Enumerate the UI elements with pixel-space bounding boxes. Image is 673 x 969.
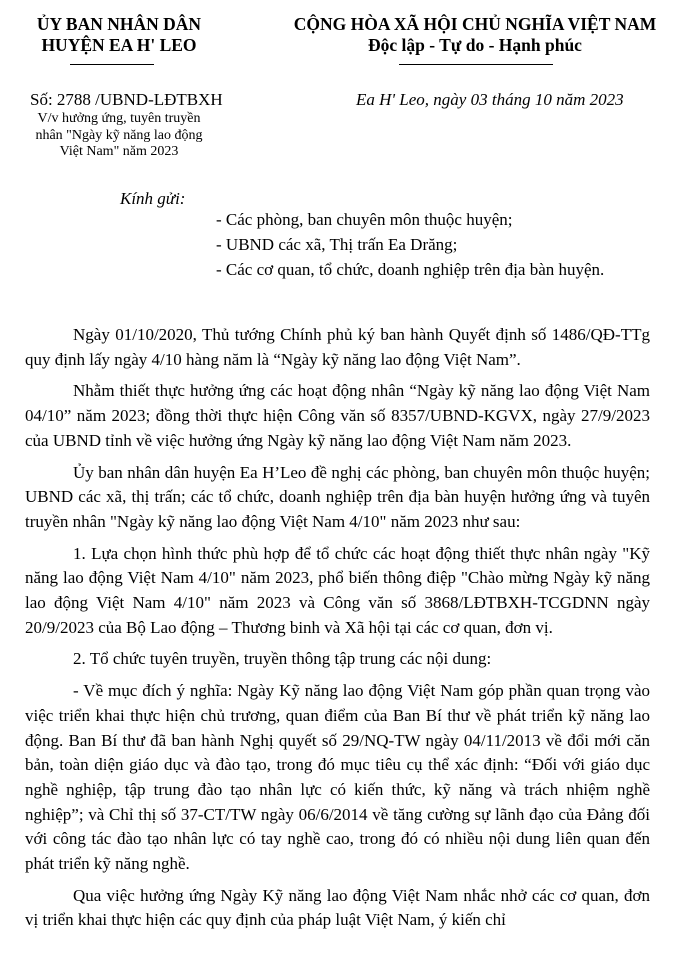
subject-line-1: V/v hưởng ứng, tuyên truyền: [37, 111, 201, 126]
recipient-item: - Các cơ quan, tổ chức, doanh nghiệp trên địa bàn huyện.: [216, 260, 605, 279]
body-paragraph: 1. Lựa chọn hình thức phù hợp để tổ chức các hoạt động thiết thực nhân ngày "Kỹ năng lao động Việt Nam 4/10" năm 2023, phổ biến thông điệp "Chào mừng Ngày kỹ năng lao động Việt Nam 4/10" năm 2023 và Công văn số 3868/LĐTBXH-TCGDNN ngày 20/9/2023 của Bộ Lao động – Thương binh và Xã hội tại các cơ quan, đơn vị.: [25, 543, 650, 637]
body-paragraph: - Về mục đích ý nghĩa: Ngày Kỹ năng lao động Việt Nam góp phần quan trọng vào việc triển khai thực hiện chủ trương, quan điểm của Ban Bí thư về phát triển kỹ năng lao động. Ban Bí thư đã ban hành Nghị quyết số 29/NQ-TW ngày 04/11/2013 về đổi mới căn bản, toàn diện giáo dục và đào tạo, trong đó mục tiêu cụ thể xác định: “Đối với giáo dục nghề nghiệp, tập trung đào tạo nhân lực có kiến thức, kỹ năng và trách nhiệm nghề nghiệp”; và Chỉ thị số 37-CT/TW ngày 06/6/2014 về tăng cường sự lãnh đạo của Đảng đối với công tác đào tạo nhân lực có tay nghề cao, trong đó có nhiều nội dung liên quan đến phát triển kỹ năng nghề.: [25, 681, 650, 874]
place-and-date: Ea H' Leo, ngày 03 tháng 10 năm 2023: [356, 90, 624, 109]
document-subject: [14, 111, 224, 161]
motto: Độc lập - Tự do - Hạnh phúc: [368, 35, 582, 55]
agency-name-line1: ỦY BAN NHÂN DÂN: [36, 14, 202, 34]
subject-line-3: Việt Nam" năm 2023: [59, 144, 179, 159]
body-paragraph: Nhằm thiết thực hưởng ứng các hoạt động nhân “Ngày kỹ năng lao động Việt Nam 04/10” năm 2023; đồng thời thực hiện Công văn số 8357/UBND-KGVX, ngày 27/9/2023 của UBND tỉnh về việc hưởng ứng Ngày kỹ năng lao động Việt Nam năm 2023.: [25, 381, 650, 450]
recipient-item: - Các phòng, ban chuyên môn thuộc huyện;: [216, 210, 513, 229]
body-paragraph: 2. Tổ chức tuyên truyền, truyền thông tập trung các nội dung:: [73, 649, 492, 669]
recipient-item: - UBND các xã, Thị trấn Ea Drăng;: [216, 235, 458, 254]
document-body: [25, 323, 650, 940]
motto-underline: [399, 64, 553, 65]
agency-name-line2: HUYỆN EA H' LEO: [41, 35, 197, 55]
document-number: Số: 2788 /UBND-LĐTBXH: [30, 90, 223, 109]
national-motto: [280, 14, 670, 56]
body-paragraph: Ủy ban nhân dân huyện Ea H’Leo đề nghị các phòng, ban chuyên môn thuộc huyện; UBND các xã, thị trấn; các tổ chức, doanh nghiệp trên địa bàn huyện hưởng ứng và tuyên truyền nhân "Ngày kỹ năng lao động Việt Nam 4/10" năm 2023 như sau:: [25, 462, 650, 531]
body-paragraph: Ngày 01/10/2020, Thủ tướng Chính phủ ký ban hành Quyết định số 1486/QĐ-TTg quy định lấy ngày 4/10 hàng năm là “Ngày kỹ năng lao động Việt Nam”.: [25, 325, 650, 369]
greeting: Kính gửi:: [120, 189, 186, 208]
subject-line-2: nhân "Ngày kỹ năng lao động: [35, 127, 203, 143]
agency-underline: [70, 64, 154, 65]
nation-name: CỘNG HÒA XÃ HỘI CHỦ NGHĨA VIỆT NAM: [293, 14, 657, 34]
issuing-agency: [14, 14, 224, 56]
body-paragraph: Qua việc hưởng ứng Ngày Kỹ năng lao động Việt Nam nhắc nhở các cơ quan, đơn vị triển khai thực hiện các quy định của pháp luật Việt Nam, ý kiến chỉ: [25, 885, 650, 930]
